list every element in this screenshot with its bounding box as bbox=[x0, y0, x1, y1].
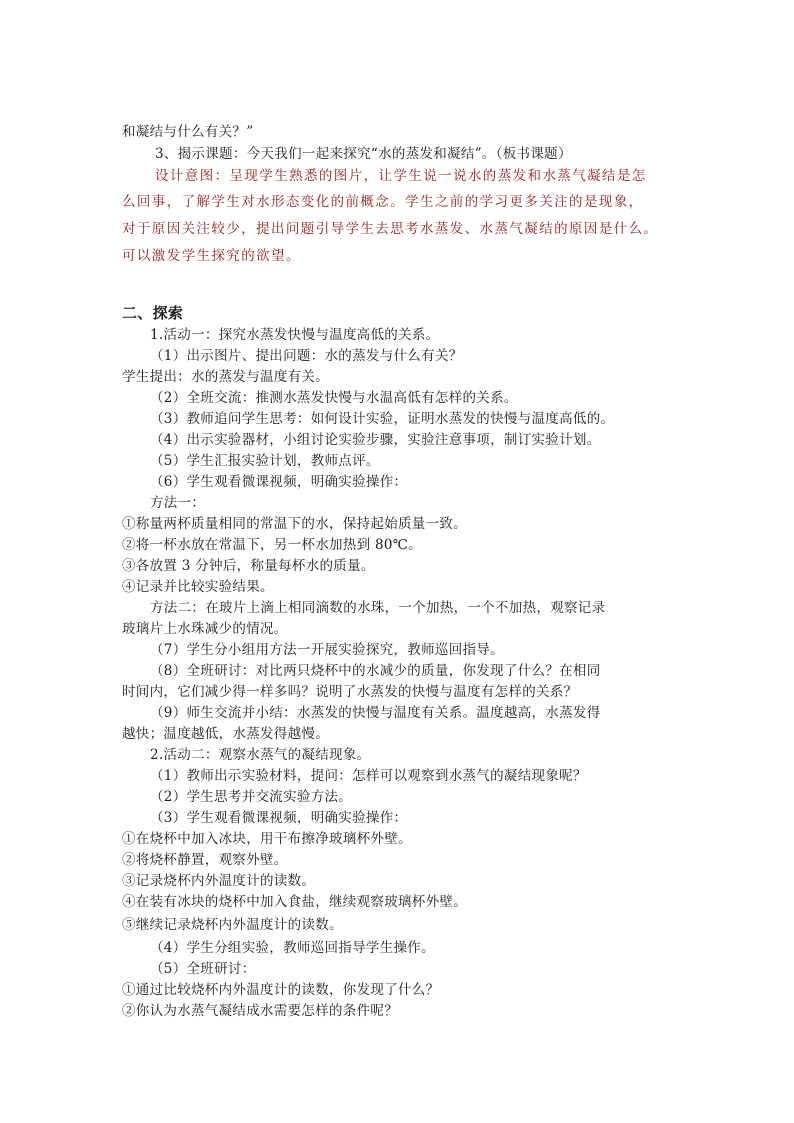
activity-2-step-1: （1）教师出示实验材料，提问：怎样可以观察到水蒸气的凝结现象呢？ bbox=[150, 768, 587, 784]
intro-line-1: 和凝结与什么有关？” bbox=[122, 124, 254, 140]
activity-1-step-9-line-2: 越快；温度越低，水蒸发得越慢。 bbox=[122, 726, 329, 742]
discussion-question-1: ①通过比较烧杯内外温度计的读数，你发现了什么？ bbox=[122, 982, 440, 998]
method-1-step-2: ②将一杯水放在常温下，另一杯水加热到 80℃。 bbox=[122, 537, 422, 553]
activity-2-step-2: （2）学生思考并交流实验方法。 bbox=[150, 789, 353, 805]
method-1-title: 方法一： bbox=[150, 495, 206, 511]
method-1-step-3: ③各放置 3 分钟后，称量每杯水的质量。 bbox=[122, 558, 375, 574]
activity-1-step-1: （1）出示图片、提出问题：水的蒸发与什么有关？ bbox=[150, 348, 463, 364]
method-2-line-2: 玻璃片上水珠减少的情况。 bbox=[122, 621, 288, 637]
activity-1-step-5: （5）学生汇报实验计划，教师点评。 bbox=[150, 453, 380, 469]
activity-2-step-5: （5）全班研讨： bbox=[150, 961, 256, 977]
design-intent-line-1: 设计意图：呈现学生熟悉的图片，让学生说一说水的蒸发和水蒸气凝结是怎 bbox=[155, 168, 647, 184]
activity-1-step-6: （6）学生观看微课视频，明确实验操作： bbox=[150, 474, 408, 490]
activity-1-step-9-line-1: （9）师生交流并小结：水蒸发的快慢与温度有关系。温度越高，水蒸发得 bbox=[150, 705, 601, 721]
activity-2-op-4: ④在装有冰块的烧杯中加入食盐，继续观察玻璃杯外壁。 bbox=[122, 894, 467, 910]
method-1-step-1: ①称量两杯质量相同的常温下的水，保持起始质量一致。 bbox=[122, 516, 467, 532]
activity-1-step-8-line-1: （8）全班研讨：对比两只烧杯中的水减少的质量，你发现了什么？在相同 bbox=[150, 663, 601, 679]
activity-2-step-3: （3）学生观看微课视频，明确实验操作： bbox=[150, 810, 408, 826]
activity-2-op-1: ①在烧杯中加入冰块，用干布擦净玻璃杯外壁。 bbox=[122, 831, 412, 847]
discussion-question-2: ②你认为水蒸气凝结成水需要怎样的条件呢？ bbox=[122, 1003, 398, 1019]
activity-2-op-2: ②将烧杯静置，观察外壁。 bbox=[122, 852, 288, 868]
method-1-step-4: ④记录并比较实验结果。 bbox=[122, 579, 274, 595]
activity-1-step-3: （3）教师追问学生思考：如何设计实验，证明水蒸发的快慢与温度高低的。 bbox=[150, 411, 615, 427]
activity-1-student-answer: 学生提出：水的蒸发与温度有关。 bbox=[122, 369, 329, 385]
activity-2-title: 2.活动二：观察水蒸气的凝结现象。 bbox=[150, 747, 371, 763]
design-intent-line-4: 可以激发学生探究的欲望。 bbox=[122, 248, 301, 264]
method-2-line-1: 方法二：在玻片上滴上相同滴数的水珠，一个加热，一个不加热，观察记录 bbox=[150, 600, 606, 616]
section-heading-explore: 二、探索 bbox=[122, 304, 184, 322]
activity-1-step-8-line-2: 时间内，它们减少得一样多吗？说明了水蒸发的快慢与温度有怎样的关系？ bbox=[122, 684, 578, 700]
activity-2-op-3: ③记录烧杯内外温度计的读数。 bbox=[122, 873, 316, 889]
activity-1-step-2: （2）全班交流：推测水蒸发快慢与水温高低有怎样的关系。 bbox=[150, 390, 518, 406]
design-intent-line-3: 对于原因关注较少，提出问题引导学生去思考水蒸发、水蒸气凝结的原因是什么。 bbox=[122, 221, 659, 237]
activity-1-step-7: （7）学生分小组用方法一开展实验探究，教师巡回指导。 bbox=[150, 642, 504, 658]
design-intent-line-2: 么回事，了解学生对水形态变化的前概念。学生之前的学习更多关注的是现象， bbox=[122, 194, 644, 210]
activity-2-step-4: （4）学生分组实验，教师巡回指导学生操作。 bbox=[150, 940, 435, 956]
activity-1-step-4: （4）出示实验器材，小组讨论实验步骤，实验注意事项，制订实验计划。 bbox=[150, 432, 601, 448]
intro-line-2: 3、揭示课题：今天我们一起来探究“水的蒸发和凝结”。（板书课题） bbox=[155, 146, 572, 162]
activity-2-op-5: ⑤继续记录烧杯内外温度计的读数。 bbox=[122, 917, 343, 933]
activity-1-title: 1.活动一：探究水蒸发快慢与温度高低的关系。 bbox=[150, 327, 440, 343]
